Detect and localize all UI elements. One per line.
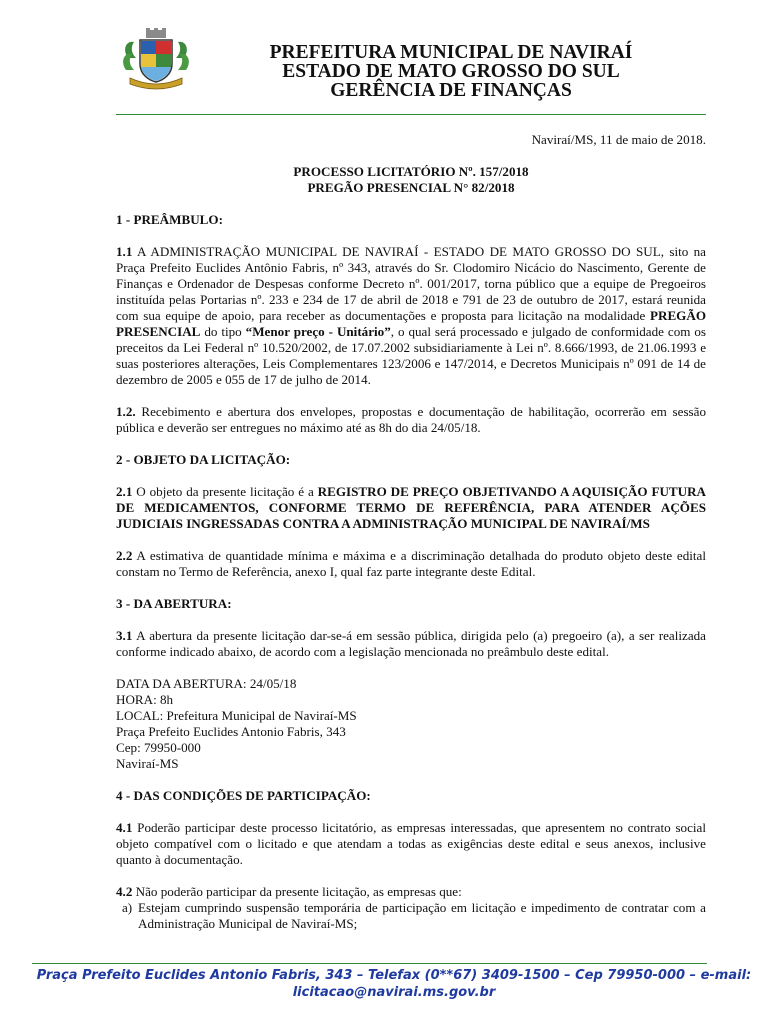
footer-email: licitacao@navirai.ms.gov.br bbox=[292, 985, 496, 1000]
paragraph-4-1 bbox=[116, 820, 706, 868]
title-line-2: ESTADO DE MATO GROSSO DO SUL bbox=[282, 61, 620, 82]
opening-cep: Cep: 79950-000 bbox=[116, 740, 201, 755]
section-heading-preambulo: 1 - PREÂMBULO: bbox=[116, 212, 223, 227]
paragraph-text: O objeto da presente licitação é a bbox=[132, 484, 318, 499]
paragraph-text: Poderão participar deste processo licitatório, as empresas interessadas, que apresentem no contrato social objeto compatível com o licitado e que atendam a todas as exigências deste edital e seus anexos, inclusive quanto à documentação. bbox=[116, 820, 706, 867]
list-item bbox=[116, 900, 706, 932]
paragraph-3-1 bbox=[116, 628, 706, 660]
process-heading bbox=[116, 164, 706, 196]
clause-number: 4.1 bbox=[116, 820, 133, 835]
paragraph-1-1 bbox=[116, 244, 706, 388]
opening-city: Naviraí-MS bbox=[116, 756, 179, 771]
title-line-1: PREFEITURA MUNICIPAL DE NAVIRAÍ bbox=[269, 42, 633, 63]
type-text: “Menor preço - Unitário” bbox=[245, 324, 391, 339]
section-heading-participacao: 4 - DAS CONDIÇÕES DE PARTICIPAÇÃO: bbox=[116, 788, 371, 803]
header-divider bbox=[116, 114, 706, 115]
opening-date: DATA DA ABERTURA: 24/05/18 bbox=[116, 676, 297, 691]
paragraph-1-2 bbox=[116, 404, 706, 436]
paragraph-2-2 bbox=[116, 548, 706, 580]
paragraph-text: A ADMINISTRAÇÃO MUNICIPAL DE NAVIRAÍ - ESTADO DE MATO GROSSO DO SUL, sito na Praça Prefeito Euclides Antônio Fabris, nº 343, através do Sr. Clodomiro Nicácio do Nascimento, Gerente de Finanças e Ordenador de Despesas conforme Decreto nº. 001/2017, torna público que a equipe de Pregoeiros instituída pelas Portarias nº. 233 e 234 de 17 de abril de 2018 e 791 de 23 de outubro de 2017, estará reunida com sua equipe de apoio, para receber as documentações e proposta para licitação na modalidade bbox=[116, 244, 706, 323]
paragraph-2-1 bbox=[116, 484, 706, 532]
opening-location: LOCAL: Prefeitura Municipal de Naviraí-MS bbox=[116, 708, 357, 723]
list-marker: a) bbox=[122, 900, 133, 915]
clause-number: 2.2 bbox=[116, 548, 133, 563]
footer-divider bbox=[32, 963, 707, 964]
modality-text: PREGÃO PRESENCIAL bbox=[116, 308, 706, 339]
paragraph-text: , o qual será processado e julgado de conformidade com os preceitos da Lei Federal nº 10.520/2002, de 17.07.2002 subsidiariamente à Lei nº. 8.666/1993, de 21.06.1993 e suas posteriores alterações, Leis Complementares 123/2006 e 147/2014, e Decretos Municipais nº 091 de 14 de dezembro de 2005 e 055 de 17 de julho de 2014. bbox=[116, 324, 706, 387]
paragraph-text: Recebimento e abertura dos envelopes, propostas e documentação de habilitação, ocorrerão em sessão pública e deverão ser entregues no máximo até as 8h do dia 24/05/18. bbox=[116, 404, 706, 435]
restriction-list bbox=[116, 900, 706, 932]
section-heading-abertura: 3 - DA ABERTURA: bbox=[116, 596, 232, 611]
paragraph-text: do tipo bbox=[200, 324, 246, 339]
list-item-text: Estejam cumprindo suspensão temporária de participação em licitação e impedimento de contratar com a Administração Municipal de Naviraí-MS; bbox=[138, 900, 706, 931]
clause-number: 1.1 bbox=[116, 244, 133, 259]
section-heading-objeto: 2 - OBJETO DA LICITAÇÃO: bbox=[116, 452, 291, 467]
footer bbox=[20, 967, 768, 1001]
paragraph-text: Não poderão participar da presente licitação, as empresas que: bbox=[132, 884, 462, 899]
clause-number: 2.1 bbox=[116, 484, 133, 499]
opening-details bbox=[116, 676, 706, 772]
process-number: PROCESSO LICITATÓRIO Nº. 157/2018 bbox=[293, 164, 529, 179]
footer-address: Praça Prefeito Euclides Antonio Fabris, 343 – Telefax (0**67) 3409-1500 – Cep 79950-000 – e-mail: bbox=[36, 968, 752, 983]
paragraph-4-2 bbox=[116, 884, 706, 900]
clause-number: 1.2. bbox=[116, 404, 136, 419]
title-line-3: GERÊNCIA DE FINANÇAS bbox=[330, 80, 572, 101]
date-line: Naviraí/MS, 11 de maio de 2018. bbox=[531, 132, 706, 147]
paragraph-text: A abertura da presente licitação dar-se-á em sessão pública, dirigida pelo (a) pregoeiro (a), a ser realizada conforme indicado abaixo, de acordo com a legislação mencionada no preâmbulo deste edital. bbox=[116, 628, 706, 659]
opening-address: Praça Prefeito Euclides Antonio Fabris, 343 bbox=[116, 724, 346, 739]
clause-number: 3.1 bbox=[116, 628, 133, 643]
opening-time: HORA: 8h bbox=[116, 692, 174, 707]
coat-of-arms-icon bbox=[120, 28, 192, 92]
letterhead bbox=[116, 28, 706, 116]
document-body bbox=[116, 132, 706, 932]
pregao-number: PREGÃO PRESENCIAL N° 82/2018 bbox=[307, 180, 515, 195]
paragraph-text: A estimativa de quantidade mínima e máxima e a discriminação detalhada do produto objeto deste edital constam no Termo de Referência, anexo I, qual faz parte integrante deste Edital. bbox=[116, 548, 706, 579]
object-text: REGISTRO DE PREÇO OBJETIVANDO A AQUISIÇÃO FUTURA DE MEDICAMENTOS, CONFORME TERMO DE REFERÊNCIA, PARA ATENDER AÇÕES JUDICIAIS INGRESSADAS CONTRA A ADMINISTRAÇÃO MUNICIPAL DE NAVIRAÍ/MS bbox=[116, 484, 707, 531]
clause-number: 4.2 bbox=[116, 884, 133, 899]
letterhead-title bbox=[196, 43, 706, 100]
